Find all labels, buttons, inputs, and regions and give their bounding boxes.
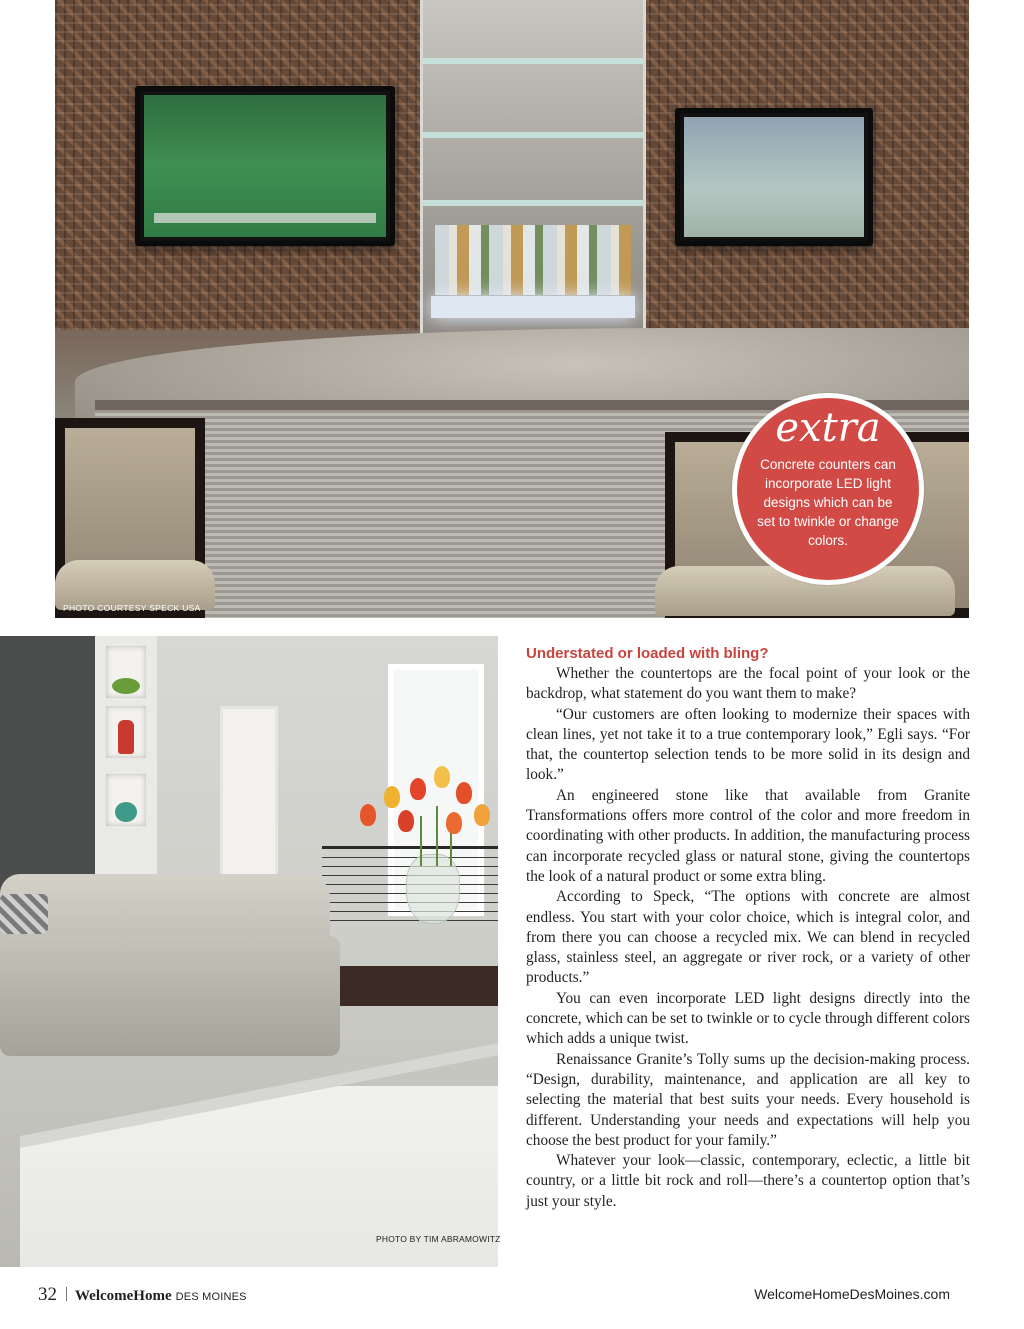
callout-text: Concrete counters can incorporate LED light designs which can be set to twinkle or change colors.	[757, 457, 899, 548]
kitchen-photo	[0, 636, 498, 1267]
display-niche	[106, 774, 146, 826]
tulip	[360, 804, 376, 826]
article-paragraph: Renaissance Granite’s Tolly sums up the decision-making process. “Design, durability, maintenance, and application are all key to selecting the material that best suits your needs. Every household is different. Understanding your needs and expectations will help you choose the best product for your family.”	[526, 1050, 970, 1149]
extra-callout	[732, 393, 924, 585]
page-footer	[38, 1284, 247, 1307]
callout-title: extra	[775, 405, 881, 451]
lit-bottle-display	[431, 296, 635, 318]
footer-website: WelcomeHomeDesMoines.com	[754, 1286, 950, 1302]
tulip	[434, 766, 450, 788]
article-paragraph: You can even incorporate LED light designs directly into the concrete, which can be set to twinkle or to cycle through different colors which adds a unique twist.	[526, 989, 970, 1048]
display-niche	[106, 706, 146, 758]
article-paragraph: “Our customers are often looking to modernize their spaces with clean lines, yet not take it to a true contemporary look,” Egli says. “For that, the countertop selection tends to be more solid in its design and look.”	[526, 705, 970, 784]
tulip	[446, 812, 462, 834]
article-subhead: Understated or loaded with bling?	[526, 645, 769, 662]
tulip	[474, 804, 490, 826]
patterned-pillow	[0, 894, 48, 934]
article-paragraph: Whatever your look—classic, contemporary, eclectic, a little bit country, or a little bit rock and roll—there’s a countertop option that’s just your style.	[526, 1152, 970, 1210]
photo-credit-bottom: PHOTO BY TIM ABRAMOWITZ	[376, 1234, 501, 1244]
magazine-city: DES MOINES	[175, 1291, 247, 1303]
tulip	[384, 786, 400, 808]
liquor-bottles	[435, 225, 631, 295]
article-paragraph: An engineered stone like that available from Granite Transformations offers more control of the color and more freedom in coordinating with other products. In addition, the manufacturing process can incorporate recycled glass or natural stone, giving the countertops the look of a natural product or some extra bling.	[526, 786, 970, 885]
tv-right	[675, 108, 873, 246]
footer-divider	[66, 1287, 67, 1301]
article-paragraph: Whether the countertops are the focal point of your look or the backdrop, what statement do you want them to make?	[526, 665, 970, 703]
photo-credit-top: PHOTO COURTESY SPECK USA	[63, 603, 201, 613]
tv-left	[135, 86, 395, 246]
tulip	[398, 810, 414, 832]
article-body	[526, 644, 970, 1212]
tulip	[410, 778, 426, 800]
tulip	[456, 782, 472, 804]
page-number: 32	[38, 1284, 57, 1305]
display-niche	[106, 646, 146, 698]
glass-shelf-bay	[420, 0, 646, 345]
article-paragraph: According to Speck, “The options with concrete are almost endless. You start with your color choice, which is integral color, and from there you can choose a recycled mix. We can blend in recycled glass, stainless steel, an aggregate or river rock, or a variety of other products.”	[526, 888, 970, 987]
sofa-seat	[0, 936, 340, 1056]
magazine-name: WelcomeHome	[75, 1288, 172, 1304]
